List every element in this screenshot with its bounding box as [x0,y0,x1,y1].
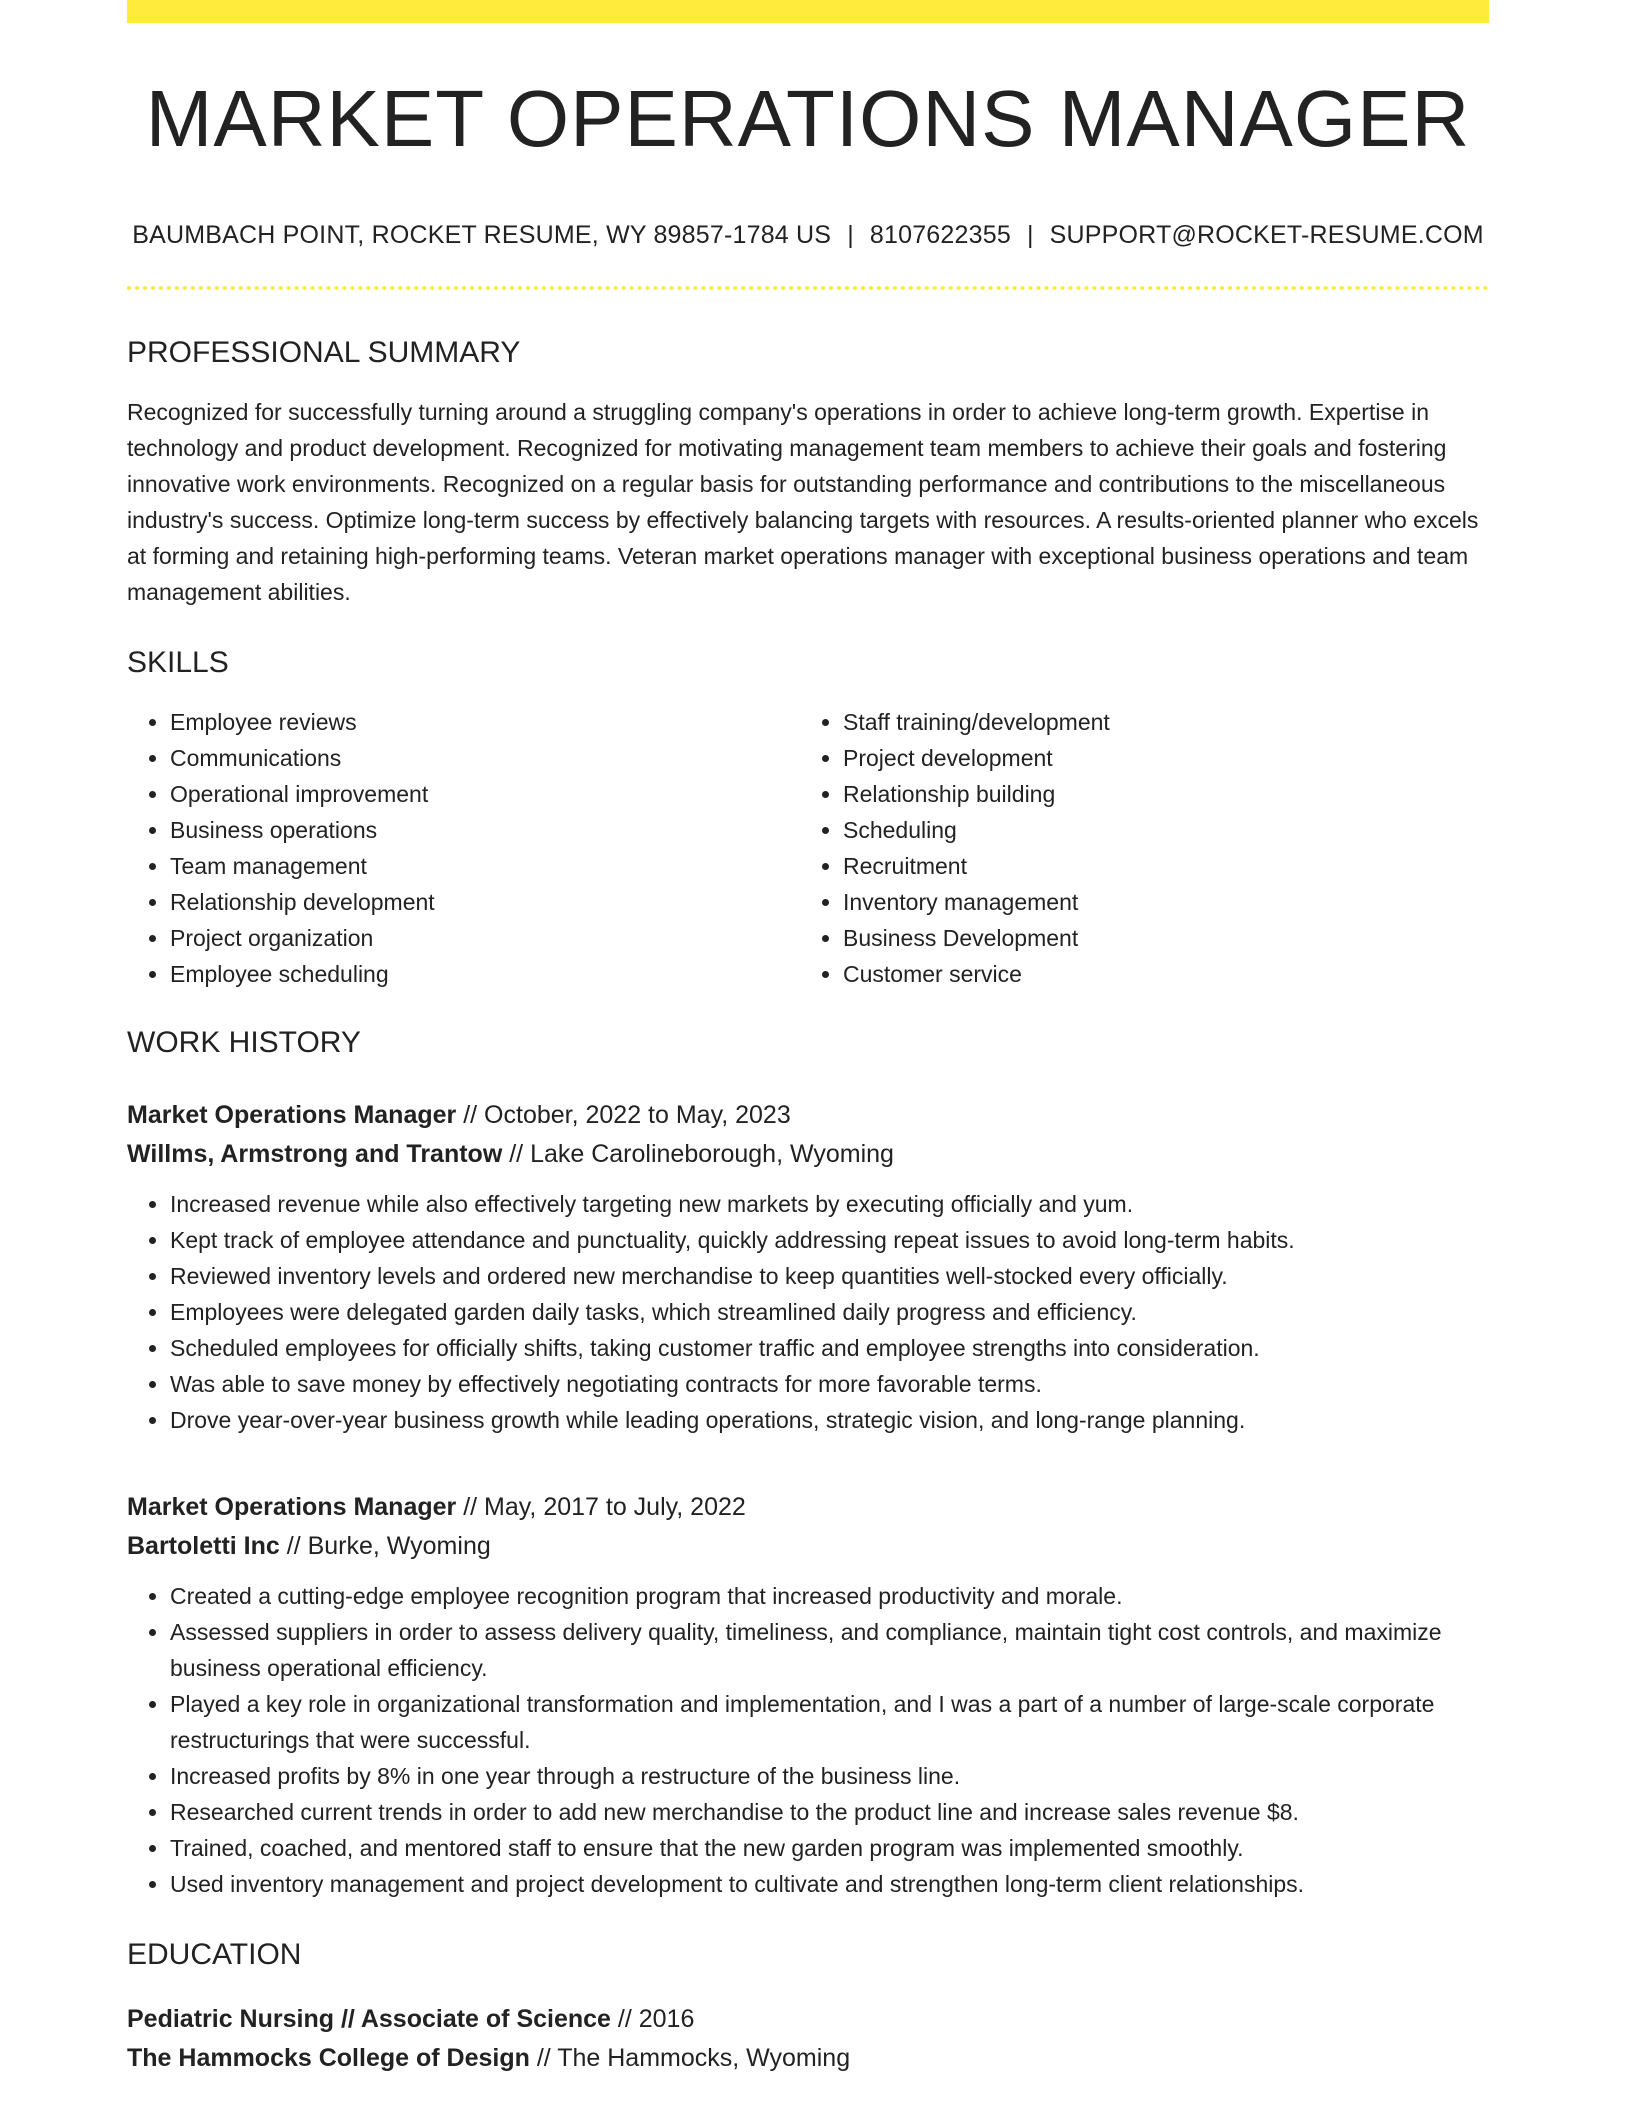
job-bullet: • Scheduled employees for officially shifts, taking customer traffic and employee strengths into consideration. [170,1330,1489,1366]
skill-item: • Inventory management [843,884,1471,920]
job-bullet: • Played a key role in organizational transformation and implementation, and I was a part of a number of large-scale corporate restructurings that were successful. [170,1686,1489,1758]
skill-item: • Business Development [843,920,1471,956]
job-entry [127,1488,1489,1902]
education-school: The Hammocks College of Design [127,2044,530,2072]
skill-item: • Scheduling [843,812,1471,848]
job-bullet: • Researched current trends in order to add new merchandise to the product line and increase sales revenue $8. [170,1794,1489,1830]
job-bullet: • Was able to save money by effectively negotiating contracts for more favorable terms. [170,1366,1489,1402]
job-bullet: • Reviewed inventory levels and ordered new merchandise to keep quantities well-stocked every officially. [170,1258,1489,1294]
summary-text: Recognized for successfully turning around a struggling company's operations in order to achieve long-term growth. Expertise in technology and product development. Recognized for motivating management team members to achieve their goals and fostering innovative work environments. Recognized on a regular basis for outstanding performance and contributions to the miscellaneous industry's success. Optimize long-term success by effectively balancing targets with resources. A results-oriented planner who excels at forming and retaining high-performing teams. Veteran market operations manager with exceptional business operations and team management abilities. [127,399,1479,605]
skill-item: • Employee reviews [170,704,798,740]
education-degree: Pediatric Nursing // Associate of Science [127,2005,611,2033]
skill-item: • Staff training/development [843,704,1471,740]
job-bullet: • Trained, coached, and mentored staff to ensure that the new garden program was implemented smoothly. [170,1830,1489,1866]
job-bullet: • Assessed suppliers in order to assess delivery quality, timeliness, and compliance, maintain tight cost controls, and maximize business operational efficiency. [170,1614,1489,1686]
skills-column-2 [798,704,1471,992]
job-role-line [127,1488,1489,1527]
job-company-line [127,1527,1489,1566]
candidate-title: MARKET OPERATIONS MANAGER [145,74,1471,163]
summary-heading: PROFESSIONAL SUMMARY [127,336,521,369]
skill-item: • Operational improvement [170,776,798,812]
resume-page [127,0,1489,2078]
education-heading: EDUCATION [127,1938,302,1971]
skill-item: • Customer service [843,956,1471,992]
education-degree-line [127,2000,1489,2039]
skill-item: • Business operations [170,812,798,848]
education-entry [127,2000,1489,2078]
skill-item: • Communications [170,740,798,776]
job-dates: // October, 2022 to May, 2023 [456,1101,791,1129]
skill-item: • Team management [170,848,798,884]
job-role: Market Operations Manager [127,1101,457,1129]
job-bullet: • Used inventory management and project development to cultivate and strengthen long-term client relationships. [170,1866,1489,1902]
job-bullet: • Created a cutting-edge employee recognition program that increased productivity and morale. [170,1578,1489,1614]
skill-item: • Relationship development [170,884,798,920]
job-role-line [127,1096,1489,1135]
dotted-divider [127,286,1489,290]
education-location: // The Hammocks, Wyoming [529,2044,851,2072]
job-role: Market Operations Manager [127,1493,457,1521]
skill-item: • Employee scheduling [170,956,798,992]
education-school-line [127,2039,1489,2078]
job-company: Bartoletti Inc [127,1532,280,1560]
contact-address: BAUMBACH POINT, ROCKET RESUME, WY 89857-1784 US [132,221,832,249]
job-dates: // May, 2017 to July, 2022 [456,1493,746,1521]
job-bullet: • Employees were delegated garden daily tasks, which streamlined daily progress and efficiency. [170,1294,1489,1330]
contact-separator: | [1026,221,1034,249]
contact-email: SUPPORT@ROCKET-RESUME.COM [1049,221,1484,249]
job-company: Willms, Armstrong and Trantow [127,1140,503,1168]
education-year: // 2016 [610,2005,695,2033]
skills-heading: SKILLS [127,646,229,679]
job-bullets [127,1186,1489,1438]
skill-item: • Recruitment [843,848,1471,884]
skill-item: • Project organization [170,920,798,956]
job-company-line [127,1135,1489,1174]
job-location: // Burke, Wyoming [279,1532,491,1560]
contact-line [127,221,1489,250]
skills-list [127,704,1489,992]
work-history-heading: WORK HISTORY [127,1026,361,1059]
contact-separator: | [847,221,854,249]
skills-column-1 [127,704,798,992]
top-accent-bar [127,0,1489,23]
job-bullet: • Increased profits by 8% in one year through a restructure of the business line. [170,1758,1489,1794]
contact-phone: 8107622355 [869,221,1011,249]
skill-item: • Project development [843,740,1471,776]
job-bullets [127,1578,1489,1902]
job-location: // Lake Carolineborough, Wyoming [502,1140,894,1168]
job-bullet: • Drove year-over-year business growth while leading operations, strategic vision, and long-range planning. [170,1402,1489,1438]
job-bullet: • Kept track of employee attendance and punctuality, quickly addressing repeat issues to avoid long-term habits. [170,1222,1489,1258]
job-bullet: • Increased revenue while also effectively targeting new markets by executing officially and yum. [170,1186,1489,1222]
job-entry [127,1096,1489,1438]
skill-item: • Relationship building [843,776,1471,812]
